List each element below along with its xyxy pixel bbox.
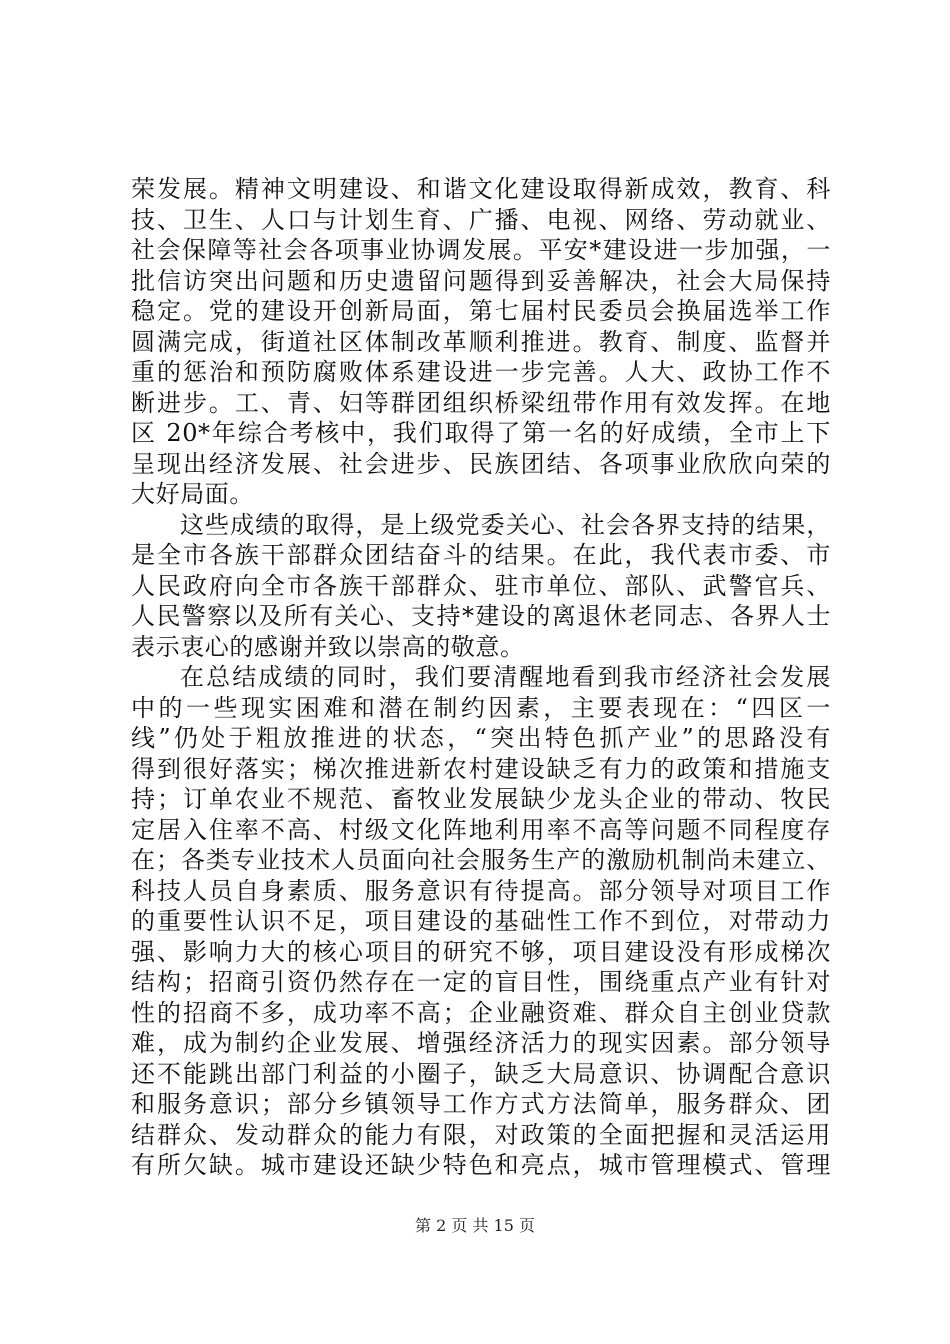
text-line: 表示衷心的感谢并致以崇高的敬意。 (131, 632, 525, 661)
text-line: 线”仍处于粗放推进的状态，“突出特色抓产业”的思路没有 (131, 724, 831, 752)
text-line: 定居入住率不高、村级文化阵地利用率不高等问题不同程度存 (131, 815, 831, 844)
text-line: 和服务意识；部分乡镇领导工作方式方法简单，服务群众、团 (131, 1090, 831, 1118)
text-line: 技、卫生、人口与计划生育、广播、电视、网络、劳动就业、 (131, 205, 831, 234)
page-number-footer: 第 2 页 共 15 页 (415, 1216, 535, 1235)
text-line: 社会保障等社会各项事业协调发展。平安*建设进一步加强，一 (131, 236, 831, 264)
text-line: 难，成为制约企业发展、增强经济活力的现实因素。部分领导 (131, 1029, 831, 1057)
text-line: 的重要性认识不足，项目建设的基础性工作不到位，对带动力 (131, 907, 831, 935)
text-line: 在；各类专业技术人员面向社会服务生产的激励机制尚未建立、 (131, 846, 831, 874)
text-line: 人民警察以及所有关心、支持*建设的离退休老同志、各界人士 (131, 602, 831, 630)
text-line: 是全市各族干部群众团结奋斗的结果。在此，我代表市委、市 (131, 541, 831, 569)
text-line: 强、影响力大的核心项目的研究不够，项目建设没有形成梯次 (131, 937, 831, 966)
text-line: 稳定。党的建设开创新局面，第七届村民委员会换届选举工作 (131, 297, 831, 325)
text-line: 得到很好落实；梯次推进新农村建设缺乏有力的政策和措施支 (131, 754, 831, 783)
text-line: 荣发展。精神文明建设、和谐文化建设取得新成效，教育、科 (131, 175, 831, 203)
text-line: 在总结成绩的同时，我们要清醒地看到我市经济社会发展 (180, 663, 831, 691)
text-line: 人民政府向全市各族干部群众、驻市单位、部队、武警官兵、 (131, 571, 831, 600)
text-line: 科技人员自身素质、服务意识有待提高。部分领导对项目工作 (131, 876, 831, 905)
text-line: 结群众、发动群众的能力有限，对政策的全面把握和灵活运用 (131, 1120, 831, 1149)
text-line: 断进步。工、青、妇等群团组织桥梁纽带作用有效发挥。在地 (131, 388, 831, 417)
text-line: 重的惩治和预防腐败体系建设进一步完善。人大、政协工作不 (131, 358, 831, 386)
text-line: 这些成绩的取得，是上级党委关心、社会各界支持的结果， (180, 510, 831, 539)
text-line: 呈现出经济发展、社会进步、民族团结、各项事业欣欣向荣的 (131, 449, 831, 478)
text-line: 圆满完成，街道社区体制改革顺利推进。教育、制度、监督并 (131, 327, 831, 356)
text-line: 批信访突出问题和历史遗留问题得到妥善解决，社会大局保持 (131, 266, 831, 295)
text-line: 大好局面。 (131, 480, 254, 508)
document-body (131, 174, 831, 1181)
text-line: 性的招商不多，成功率不高；企业融资难、群众自主创业贷款 (131, 998, 831, 1027)
text-line: 有所欠缺。城市建设还缺少特色和亮点，城市管理模式、管理 (131, 1151, 831, 1179)
text-line: 持；订单农业不规范、畜牧业发展缺少龙头企业的带动、牧民 (131, 785, 831, 813)
text-line: 结构；招商引资仍然存在一定的盲目性，围绕重点产业有针对 (131, 968, 831, 996)
text-line: 还不能跳出部门利益的小圈子，缺乏大局意识、协调配合意识 (131, 1059, 831, 1088)
text-line: 区 20*年综合考核中，我们取得了第一名的好成绩，全市上下 (131, 419, 831, 447)
text-line: 中的一些现实困难和潜在制约因素，主要表现在：“四区一 (131, 693, 831, 722)
